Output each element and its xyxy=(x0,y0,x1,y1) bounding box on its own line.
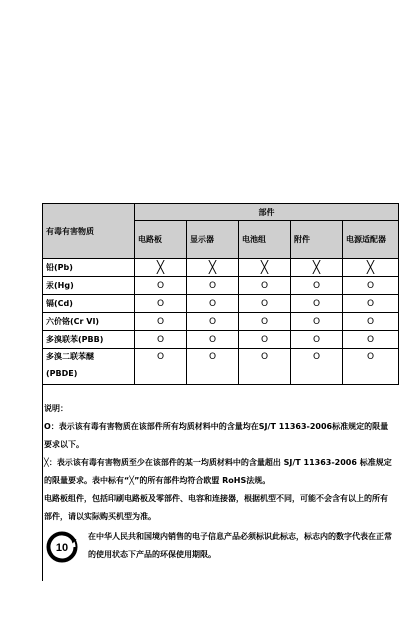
header-part: 显示器 xyxy=(187,221,239,259)
hazardous-substance-table xyxy=(42,203,399,385)
substance-name-line2: (PBDE) xyxy=(46,369,78,378)
substance-name: 多溴联苯(PBB) xyxy=(43,331,135,349)
circle-mark: O xyxy=(366,352,375,362)
note-cross-meaning: ╳：表示该有毒有害物质至少在该部件的某一均质材料中的含量超出 SJ/T 11363-2006 标准规定的限量要求。表中标有“╳”的所有部件均符合欧盟 RoHS法规。 xyxy=(44,458,392,485)
circle-mark: O xyxy=(156,298,165,309)
notes-title: 说明： xyxy=(44,404,68,413)
efup-10-icon xyxy=(46,531,78,563)
circle-mark: O xyxy=(260,352,269,362)
substance-name: 汞(Hg) xyxy=(43,277,135,295)
circle-mark: O xyxy=(366,316,375,327)
circle-mark: O xyxy=(366,298,375,309)
substance-name: 铅(Pb) xyxy=(43,259,135,277)
header-part: 电池组 xyxy=(239,221,291,259)
circle-mark: O xyxy=(156,334,165,345)
substance-name xyxy=(43,349,135,385)
cross-mark: ╳ xyxy=(366,260,375,274)
circle-mark: O xyxy=(260,316,269,327)
circle-mark: O xyxy=(156,352,165,362)
circle-mark: O xyxy=(156,316,165,327)
header-part: 电路板 xyxy=(135,221,187,259)
circle-mark: O xyxy=(208,298,217,309)
header-parts-group: 部件 xyxy=(135,204,399,221)
circle-mark: O xyxy=(260,334,269,345)
cross-mark: ╳ xyxy=(208,260,217,274)
circle-mark: O xyxy=(312,352,321,362)
circle-mark: O xyxy=(260,280,269,291)
header-part: 附件 xyxy=(291,221,343,259)
table-row xyxy=(43,295,399,313)
table-row xyxy=(43,313,399,331)
header-part: 电源适配器 xyxy=(343,221,399,259)
cross-mark: ╳ xyxy=(156,260,165,274)
table-row xyxy=(43,277,399,295)
circle-mark: O xyxy=(260,298,269,309)
circle-mark: O xyxy=(312,334,321,345)
circle-mark: O xyxy=(312,316,321,327)
note-model-variation: 电路板组件，包括印刷电路板及零部件、电容和连接器，根据机型不同，可能不会含有以上的所有部件，请以实际购买机型为准。 xyxy=(44,494,388,521)
notes-section xyxy=(44,400,392,564)
circle-mark: O xyxy=(312,298,321,309)
cross-mark: ╳ xyxy=(260,260,269,274)
circle-mark: O xyxy=(156,280,165,291)
substance-name-line1: 多溴二联苯醚 xyxy=(46,352,94,361)
efup-logo-row xyxy=(44,528,392,564)
table-row xyxy=(43,259,399,277)
note-circle-meaning: O：表示该有毒有害物质在该部件所有均质材料中的含量均在SJ/T 11363-2006标准规定的限量要求以下。 xyxy=(44,422,389,449)
circle-mark: O xyxy=(312,280,321,291)
table-row xyxy=(43,349,399,385)
header-substance: 有毒有害物质 xyxy=(43,204,135,259)
table-row xyxy=(43,331,399,349)
substance-name: 镉(Cd) xyxy=(43,295,135,313)
efup-logo-text: 在中华人民共和国境内销售的电子信息产品必须标识此标志，标志内的数字代表在正常的使用状态下产品的环保使用期限。 xyxy=(88,532,392,559)
circle-mark: O xyxy=(208,280,217,291)
circle-mark: O xyxy=(208,352,217,362)
circle-mark: O xyxy=(208,334,217,345)
cross-mark: ╳ xyxy=(312,260,321,274)
efup-number: 10 xyxy=(55,542,69,554)
circle-mark: O xyxy=(366,280,375,291)
circle-mark: O xyxy=(208,316,217,327)
circle-mark: O xyxy=(366,334,375,345)
substance-name: 六价铬(Cr VI) xyxy=(43,313,135,331)
